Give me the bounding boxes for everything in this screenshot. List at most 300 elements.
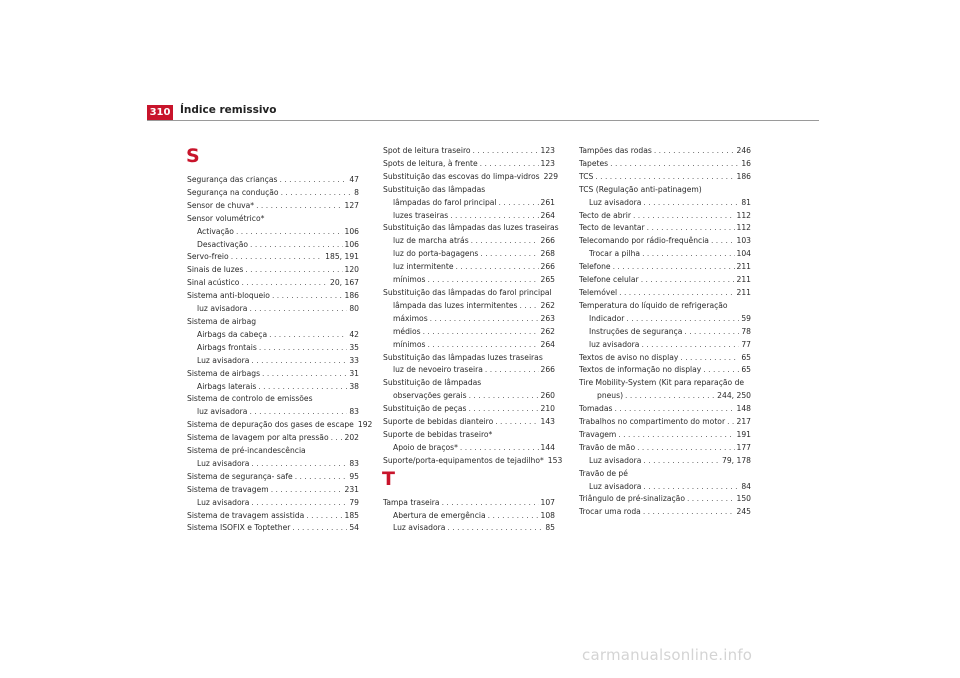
index-heading: Substituição de lâmpadas: [383, 378, 482, 388]
entry-page: 42: [349, 329, 359, 339]
index-column-3: [579, 145, 751, 519]
entry-page: 244, 250: [717, 391, 751, 401]
dot-leader: [258, 381, 347, 394]
entry-label: Abertura de emergência: [393, 510, 486, 520]
entry-label: Tecto de abrir: [579, 210, 631, 220]
index-entry: [187, 264, 359, 277]
entry-page: 112: [736, 210, 751, 220]
dot-leader: [469, 390, 539, 403]
entry-label: Luz avisadora: [589, 481, 642, 491]
entry-page: 266: [540, 365, 555, 375]
dot-leader: [471, 235, 539, 248]
dot-leader: [703, 364, 739, 377]
entry-page: 144: [540, 442, 555, 452]
index-entry: [187, 303, 359, 316]
entry-page: 81: [741, 197, 751, 207]
index-entry: [579, 506, 751, 519]
entry-label: Sistema de travagem: [187, 484, 269, 494]
dot-leader: [619, 287, 734, 300]
index-entry: [187, 522, 359, 535]
index-column-2: [382, 145, 563, 535]
index-entry: [383, 171, 559, 184]
entry-page: 246: [736, 146, 751, 155]
entry-page: 85: [545, 523, 555, 533]
dot-leader: [637, 442, 734, 455]
entry-page: 263: [540, 313, 555, 323]
entry-page: 120: [344, 265, 359, 275]
index-entry: [187, 187, 359, 200]
entry-label: médios: [393, 326, 421, 336]
entry-label: Textos de aviso no display: [579, 352, 679, 362]
dot-leader: [295, 471, 348, 484]
index-heading: Substituição das lâmpadas: [383, 184, 486, 194]
entry-page: 108: [540, 510, 555, 520]
entry-label: mínimos: [393, 339, 426, 349]
index-entry: [383, 390, 555, 403]
entry-label: máximos: [393, 313, 428, 323]
entry-page: 229: [543, 171, 559, 181]
entry-page: 79, 178: [722, 455, 751, 465]
dot-leader: [249, 406, 347, 419]
entry-label: Telefone celular: [579, 275, 639, 285]
entry-page: 47: [349, 175, 359, 184]
entry-label: Instruções de segurança: [589, 326, 683, 336]
index-entry: [383, 158, 555, 171]
dot-leader: [643, 481, 739, 494]
entry-page: 83: [349, 458, 359, 468]
index-entry: [579, 403, 751, 416]
index-entry: [383, 300, 555, 313]
index-entry: [187, 251, 359, 264]
entry-page: 143: [540, 417, 555, 427]
index-heading: Sensor volumétrico*: [187, 213, 265, 223]
index-list: [187, 174, 373, 535]
entry-page: 211: [736, 262, 751, 272]
entry-page: 84: [741, 481, 751, 491]
index-entry: [579, 364, 751, 377]
dot-leader: [251, 355, 347, 368]
index-entry: [579, 455, 751, 468]
index-entry: [383, 403, 555, 416]
index-entry: [187, 458, 359, 471]
entry-page: 123: [540, 146, 555, 155]
entry-page: 260: [540, 391, 555, 401]
index-entry: [187, 355, 359, 368]
entry-label: luz do porta-bagagens: [393, 249, 479, 259]
index-entry: [579, 197, 751, 210]
index-entry: [579, 248, 751, 261]
entry-page: 186: [736, 171, 751, 181]
dot-leader: [641, 274, 735, 287]
index-heading: Tire Mobility-System (Kit para reparação de: [579, 378, 745, 388]
index-entry: [579, 493, 751, 506]
index-entry: [383, 416, 555, 429]
dot-leader: [647, 222, 735, 235]
entry-label: Tomadas: [579, 404, 613, 414]
dot-leader: [331, 432, 343, 445]
index-entry: [187, 226, 359, 239]
index-entry: [187, 368, 359, 381]
entry-label: Sistema de segurança- safe: [187, 471, 293, 481]
entry-label: mínimos: [393, 275, 426, 285]
dot-leader: [643, 506, 735, 519]
index-entry: [579, 287, 751, 300]
entry-label: Airbags frontais: [197, 342, 257, 352]
entry-label: Substituição das escovas do limpa-vidros: [383, 171, 540, 181]
entry-label: lâmpada das luzes intermitentes: [393, 300, 518, 310]
dot-leader: [272, 290, 343, 303]
entry-label: Telemóvel: [579, 287, 618, 297]
index-heading: Travão de pé: [579, 468, 628, 478]
entry-label: Luz avisadora: [589, 455, 642, 465]
entry-label: Travagem: [579, 429, 617, 439]
index-entry: [579, 390, 751, 403]
entry-page: 31: [349, 368, 359, 378]
entry-page: 104: [736, 249, 751, 259]
index-entry: [187, 290, 359, 303]
entry-label: Luz avisadora: [197, 355, 250, 365]
dot-leader: [447, 522, 543, 535]
index-entry: [579, 210, 751, 223]
index-entry: [187, 239, 359, 252]
dot-leader: [456, 261, 539, 274]
entry-page: 80: [349, 304, 359, 314]
entry-label: Spots de leitura, à frente: [383, 158, 478, 168]
entry-page: 191: [736, 429, 751, 439]
entry-page: 35: [349, 342, 359, 352]
dot-leader: [292, 522, 347, 535]
dot-leader: [245, 264, 342, 277]
entry-page: 103: [736, 236, 751, 246]
entry-page: 38: [349, 381, 359, 391]
entry-label: Telefone: [579, 262, 611, 272]
index-entry: [383, 145, 555, 158]
index-heading: Substituição das lâmpadas das luzes traseiras: [383, 223, 559, 233]
dot-leader: [684, 326, 739, 339]
index-entry: [187, 432, 359, 445]
entry-page: 202: [344, 433, 359, 443]
entry-page: 8: [354, 187, 359, 197]
entry-label: Tampões das rodas: [579, 146, 652, 155]
entry-label: luz avisadora: [589, 339, 640, 349]
entry-page: 107: [540, 497, 555, 507]
entry-page: 186: [344, 291, 359, 301]
index-entry: [187, 419, 373, 432]
entry-page: 265: [540, 275, 555, 285]
entry-page: 79: [349, 497, 359, 507]
index-entry: [579, 222, 751, 235]
dot-leader: [711, 235, 735, 248]
index-heading: Sistema de controlo de emissões: [187, 394, 313, 404]
entry-page: 185: [344, 510, 359, 520]
entry-label: Sistema de airbags: [187, 368, 261, 378]
dot-leader: [643, 455, 720, 468]
entry-label: Indicador: [589, 313, 625, 323]
dot-leader: [231, 251, 323, 264]
entry-page: 123: [540, 158, 555, 168]
entry-page: 261: [540, 197, 555, 207]
dot-leader: [480, 248, 538, 261]
section-letter: S: [186, 145, 200, 167]
entry-label: Segurança na condução: [187, 187, 279, 197]
dot-leader: [595, 171, 734, 184]
index-entry: [579, 261, 751, 274]
dot-leader: [480, 158, 539, 171]
header-divider: [147, 120, 819, 121]
dot-leader: [618, 429, 734, 442]
index-entry: [383, 455, 563, 468]
dot-leader: [251, 458, 347, 471]
dot-leader: [427, 274, 538, 287]
entry-label: Sistema ISOFIX e Toptether: [187, 523, 291, 533]
index-heading: TCS (Regulação anti-patinagem): [579, 184, 702, 194]
entry-page: 112: [736, 223, 751, 233]
index-entry: [383, 313, 555, 326]
entry-page: 65: [741, 365, 751, 375]
entry-page: 210: [540, 404, 555, 414]
index-entry: [187, 497, 359, 510]
entry-page: 127: [344, 200, 359, 210]
index-entry: [187, 200, 359, 213]
entry-page: 65: [741, 352, 751, 362]
index-entry: [383, 442, 555, 455]
index-entry: [579, 442, 751, 455]
dot-leader: [450, 210, 538, 223]
index-entry: [187, 471, 359, 484]
index-list: [579, 145, 751, 519]
entry-page: 83: [349, 407, 359, 417]
index-list: [382, 145, 563, 535]
index-entry: [579, 313, 751, 326]
index-entry: [383, 210, 555, 223]
dot-leader: [488, 510, 539, 523]
entry-page: 217: [736, 417, 751, 427]
dot-leader: [727, 416, 734, 429]
dot-leader: [271, 484, 343, 497]
page-title: Índice remissivo: [180, 104, 277, 116]
entry-label: Sinais de luzes: [187, 265, 244, 275]
dot-leader: [306, 510, 342, 523]
index-entry: [579, 145, 751, 158]
entry-label: Trocar uma roda: [579, 507, 641, 517]
entry-label: Airbags laterais: [197, 381, 257, 391]
index-heading: Substituição das lâmpadas do farol principal: [383, 287, 552, 297]
dot-leader: [256, 200, 342, 213]
entry-page: 150: [736, 494, 751, 504]
dot-leader: [680, 352, 739, 365]
dot-leader: [614, 403, 734, 416]
index-entry: [187, 174, 359, 187]
index-entry: [383, 497, 555, 510]
dot-leader: [642, 248, 734, 261]
entry-page: 78: [741, 326, 751, 336]
dot-leader: [249, 303, 347, 316]
entry-label: luz intermitente: [393, 262, 454, 272]
entry-page: 59: [741, 313, 751, 323]
entry-page: 231: [344, 484, 359, 494]
entry-page: 192: [357, 420, 373, 430]
dot-leader: [281, 187, 353, 200]
index-heading: Sistema de airbag: [187, 316, 257, 326]
dot-leader: [423, 326, 539, 339]
index-entry: [579, 235, 751, 248]
entry-label: Substituição de peças: [383, 404, 467, 414]
entry-label: lâmpadas do farol principal: [393, 197, 497, 207]
entry-page: 266: [540, 236, 555, 246]
index-heading: Substituição das lâmpadas luzes traseiras: [383, 352, 543, 362]
index-entry: [579, 171, 751, 184]
watermark: carmanualsonline.info: [582, 646, 753, 664]
entry-page: 264: [540, 339, 555, 349]
dot-leader: [468, 403, 538, 416]
dot-leader: [633, 210, 735, 223]
index-entry: [383, 364, 555, 377]
dot-leader: [473, 145, 539, 158]
index-entry: [579, 429, 751, 442]
entry-label: luz avisadora: [197, 407, 248, 417]
index-entry: [187, 484, 359, 497]
entry-label: Tampa traseira: [383, 497, 440, 507]
entry-label: luzes traseiras: [393, 210, 449, 220]
entry-page: 20, 167: [330, 278, 359, 288]
index-entry: [187, 406, 359, 419]
entry-label: Apoio de braços*: [393, 442, 458, 452]
entry-label: Trocar a pilha: [589, 249, 641, 259]
dot-leader: [626, 313, 739, 326]
dot-leader: [442, 497, 539, 510]
dot-leader: [499, 197, 539, 210]
entry-page: 95: [349, 471, 359, 481]
entry-page: 77: [741, 339, 751, 349]
entry-page: 33: [349, 355, 359, 365]
dot-leader: [269, 329, 347, 342]
entry-page: 262: [540, 326, 555, 336]
entry-label: TCS: [579, 171, 594, 181]
index-entry: [579, 326, 751, 339]
entry-page: 148: [736, 404, 751, 414]
index-entry: [187, 277, 359, 290]
entry-page: 268: [540, 249, 555, 259]
entry-label: Activação: [197, 226, 234, 236]
entry-label: Sinal acústico: [187, 278, 240, 288]
dot-leader: [643, 197, 739, 210]
entry-label: Textos de informação no display: [579, 365, 702, 375]
index-entry: [579, 274, 751, 287]
dot-leader: [236, 226, 343, 239]
entry-page: 106: [344, 239, 359, 249]
index-entry: [579, 352, 751, 365]
dot-leader: [654, 145, 735, 158]
dot-leader: [241, 277, 328, 290]
dot-leader: [687, 493, 735, 506]
entry-label: Luz avisadora: [393, 523, 446, 533]
index-column-1: [186, 145, 373, 535]
index-heading: Sistema de pré-incandescência: [187, 446, 306, 456]
dot-leader: [251, 497, 347, 510]
entry-page: 266: [540, 262, 555, 272]
entry-label: Sistema de lavagem por alta pressão: [187, 433, 329, 443]
entry-page: 16: [741, 158, 751, 168]
entry-label: Spot de leitura traseiro: [383, 146, 471, 155]
index-entry: [579, 481, 751, 494]
entry-label: luz de marcha atrás: [393, 236, 469, 246]
entry-label: Luz avisadora: [197, 458, 250, 468]
dot-leader: [495, 416, 538, 429]
entry-page: 262: [540, 300, 555, 310]
entry-label: Suporte/porta-equipamentos de tejadilho*: [383, 455, 544, 465]
index-entry: [383, 235, 555, 248]
index-heading: Suporte de bebidas traseiro*: [383, 429, 493, 439]
entry-label: Sensor de chuva*: [187, 200, 255, 210]
dot-leader: [279, 174, 347, 187]
index-entry: [383, 274, 555, 287]
page-number: 310: [147, 105, 173, 120]
index-entry: [187, 342, 359, 355]
entry-page: 177: [736, 442, 751, 452]
entry-label: Luz avisadora: [197, 497, 250, 507]
entry-page: 245: [736, 507, 751, 517]
entry-page: 264: [540, 210, 555, 220]
entry-page: 153: [547, 455, 563, 465]
entry-page: 211: [736, 287, 751, 297]
index-entry: [383, 510, 555, 523]
entry-label: Segurança das crianças: [187, 175, 278, 184]
index-entry: [383, 197, 555, 210]
dot-leader: [430, 313, 539, 326]
entry-page: 54: [349, 523, 359, 533]
dot-leader: [485, 364, 539, 377]
dot-leader: [641, 339, 739, 352]
entry-label: pneus): [597, 391, 624, 401]
entry-label: luz de nevoeiro traseira: [393, 365, 483, 375]
entry-label: Travão de mão: [579, 442, 636, 452]
dot-leader: [262, 368, 347, 381]
dot-leader: [613, 261, 735, 274]
entry-label: Tapetes: [579, 158, 609, 168]
entry-label: Telecomando por rádio-frequência: [579, 236, 709, 246]
entry-label: Tecto de levantar: [579, 223, 645, 233]
entry-label: Airbags da cabeça: [197, 329, 268, 339]
dot-leader: [250, 239, 342, 252]
entry-label: Trabalhos no compartimento do motor: [579, 417, 726, 427]
dot-leader: [427, 339, 538, 352]
dot-leader: [259, 342, 347, 355]
section-letter: T: [382, 467, 395, 490]
index-entry: [187, 381, 359, 394]
index-entry: [383, 339, 555, 352]
entry-label: Sistema de travagem assistida: [187, 510, 305, 520]
entry-label: Desactivação: [197, 239, 249, 249]
entry-label: luz avisadora: [197, 304, 248, 314]
dot-leader: [460, 442, 539, 455]
dot-leader: [519, 300, 538, 313]
entry-label: observações gerais: [393, 391, 467, 401]
entry-label: Luz avisadora: [589, 197, 642, 207]
entry-label: Triângulo de pré-sinalização: [579, 494, 685, 504]
dot-leader: [610, 158, 739, 171]
entry-label: Suporte de bebidas dianteiro: [383, 417, 494, 427]
entry-page: 106: [344, 226, 359, 236]
index-entry: [383, 248, 555, 261]
index-entry: [187, 510, 359, 523]
entry-page: 211: [736, 275, 751, 285]
index-entry: [187, 329, 359, 342]
index-entry: [579, 339, 751, 352]
dot-leader: [625, 390, 715, 403]
index-entry: [383, 326, 555, 339]
entry-page: 185, 191: [325, 252, 359, 262]
index-entry: [579, 158, 751, 171]
